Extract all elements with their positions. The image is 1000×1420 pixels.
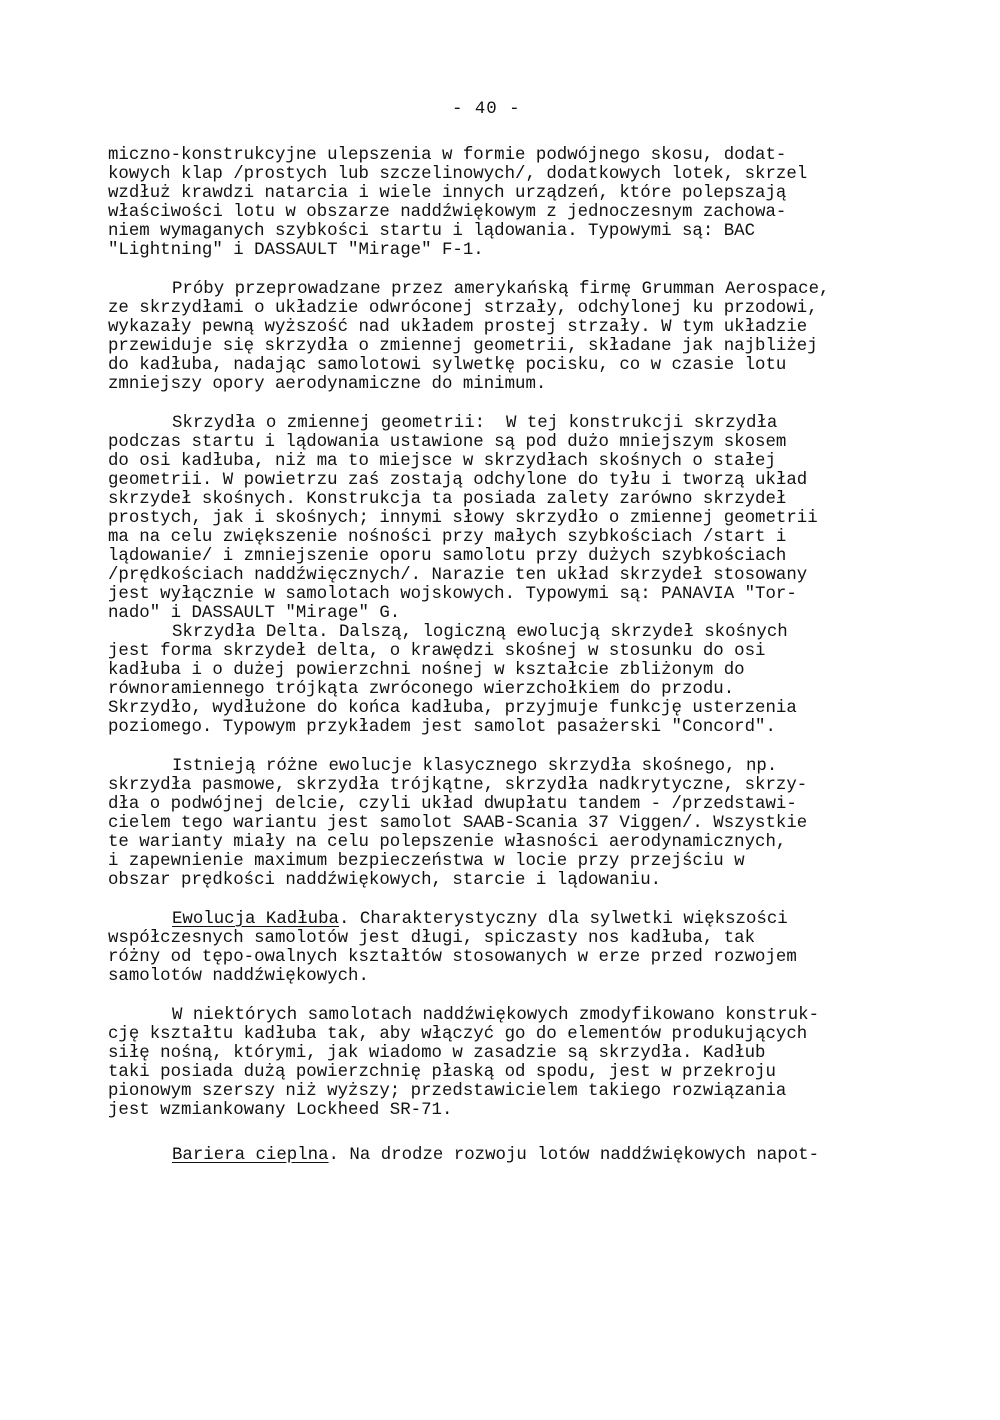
text-line: cję kształtu kadłuba tak, aby włączyć go do elementów produkujących — [108, 1025, 808, 1044]
text-line: właściwości lotu w obszarze naddźwiękowym z jednoczesnym zachowa- — [108, 203, 787, 222]
text-line: poziomego. Typowym przykładem jest samolot pasażerski "Concord". — [108, 718, 776, 737]
text-line: równoramiennego trójkąta zwróconego wierzchołkiem do przodu. — [108, 680, 735, 699]
text-line: Istnieją różne ewolucje klasycznego skrzydła skośnego, np. — [172, 757, 778, 776]
text-line: współczesnych samolotów jest długi, spiczasty nos kadłuba, tak — [108, 929, 756, 948]
text-line: Skrzydła Delta. Dalszą, logiczną ewolucją skrzydeł skośnych — [172, 623, 788, 642]
text-line: obszar prędkości naddźwiękowych, starcie i lądowaniu. — [108, 871, 662, 890]
text-line: przewiduje się skrzydła o zmiennej geometrii, składane jak najbliżej — [108, 337, 818, 356]
text-line: Próby przeprowadzane przez amerykańską firmę Grumman Aerospace, — [172, 280, 830, 299]
text-line: cielem tego wariantu jest samolot SAAB-Scania 37 Viggen/. Wszystkie — [108, 814, 808, 833]
text-line: dła o podwójnej delcie, czyli układ dwupłatu tandem - /przedstawi- — [108, 795, 797, 814]
text-line: kadłuba i o dużej powierzchni nośnej w kształcie zbliżonym do — [108, 661, 745, 680]
text-line: niem wymaganych szybkości startu i lądowania. Typowymi są: BAC — [108, 222, 756, 241]
text-line: nado" i DASSAULT "Mirage" G. — [108, 604, 401, 623]
text-line: do osi kadłuba, niż ma to miejsce w skrzydłach skośnych o stałej — [108, 452, 776, 471]
text-line — [172, 910, 788, 929]
text-line: lądowanie/ i zmniejszenie oporu samolotu przy dużych szybkościach — [108, 547, 787, 566]
text-line: taki posiada dużą powierzchnię płaską od spodu, jest w przekroju — [108, 1063, 776, 1082]
text-line: zmniejszy opory aerodynamiczne do minimum. — [108, 375, 547, 394]
text-line: do kadłuba, nadając samolotowi sylwetkę pocisku, co w czasie lotu — [108, 356, 787, 375]
text-line — [172, 1146, 819, 1165]
text-line: ze skrzydłami o układzie odwróconej strzały, odchylonej ku przodowi, — [108, 299, 818, 318]
text-line: samolotów naddźwiękowych. — [108, 967, 369, 986]
text-line: Skrzydło, wydłużone do końca kadłuba, przyjmuje funkcję usterzenia — [108, 699, 797, 718]
text-run: . Na drodze rozwoju lotów naddźwiękowych napot- — [328, 1146, 820, 1165]
text-run: . Charakterystyczny dla sylwetki większości — [338, 910, 788, 929]
text-line: jest forma skrzydeł delta, o krawędzi skośnej w stosunku do osi — [108, 642, 766, 661]
text-line: Skrzydła o zmiennej geometrii: W tej konstrukcji skrzydła — [172, 414, 778, 433]
text-line: /prędkościach naddźwięcznych/. Narazie ten układ skrzydeł stosowany — [108, 566, 808, 585]
text-line: podczas startu i lądowania ustawione są pod dużo mniejszym skosem — [108, 433, 787, 452]
text-line: wykazały pewną wyższość nad układem prostej strzały. W tym układzie — [108, 318, 808, 337]
text-line: kowych klap /prostych lub szczelinowych/, dodatkowych lotek, skrzel — [108, 165, 808, 184]
text-line: i zapewnienie maximum bezpieczeństwa w locie przy przejściu w — [108, 852, 745, 871]
text-line: "Lightning" i DASSAULT "Mirage" F-1. — [108, 241, 484, 260]
section-heading: Ewolucja Kadłuba — [172, 910, 339, 929]
text-line: jest wyłącznie w samolotach wojskowych. Typowymi są: PANAVIA "Tor- — [108, 585, 797, 604]
text-line: siłę nośną, którymi, jak wiadomo w zasadzie są skrzydła. Kadłub — [108, 1044, 766, 1063]
section-heading: Bariera cieplna — [172, 1146, 329, 1165]
text-line: ma na celu zwiększenie nośności przy małych szybkościach /start i — [108, 528, 787, 547]
text-line: geometrii. W powietrzu zaś zostają odchylone do tyłu i tworzą układ — [108, 471, 808, 490]
text-line: miczno-konstrukcyjne ulepszenia w formie podwójnego skosu, dodat- — [108, 146, 787, 165]
text-line: pionowym szerszy niż wyższy; przedstawicielem takiego rozwiązania — [108, 1082, 787, 1101]
text-line: te warianty miały na celu polepszenie własności aerodynamicznych, — [108, 833, 787, 852]
text-line: skrzydła pasmowe, skrzydła trójkątne, skrzydła nadkrytyczne, skrzy- — [108, 776, 808, 795]
text-line: wzdłuż krawdzi natarcia i wiele innych urządzeń, które polepszają — [108, 184, 787, 203]
text-line: W niektórych samolotach naddźwiękowych zmodyfikowano konstruk- — [172, 1006, 820, 1025]
text-line: skrzydeł skośnych. Konstrukcja ta posiada zalety zarówno skrzydeł — [108, 490, 787, 509]
text-line: różny od tępo-owalnych kształtów stosowanych w erze przed rozwojem — [108, 948, 797, 967]
page-number: - 40 - — [452, 100, 521, 119]
text-line: jest wzmiankowany Lockheed SR-71. — [108, 1101, 453, 1120]
text-line: prostych, jak i skośnych; innymi słowy skrzydło o zmiennej geometrii — [108, 509, 818, 528]
